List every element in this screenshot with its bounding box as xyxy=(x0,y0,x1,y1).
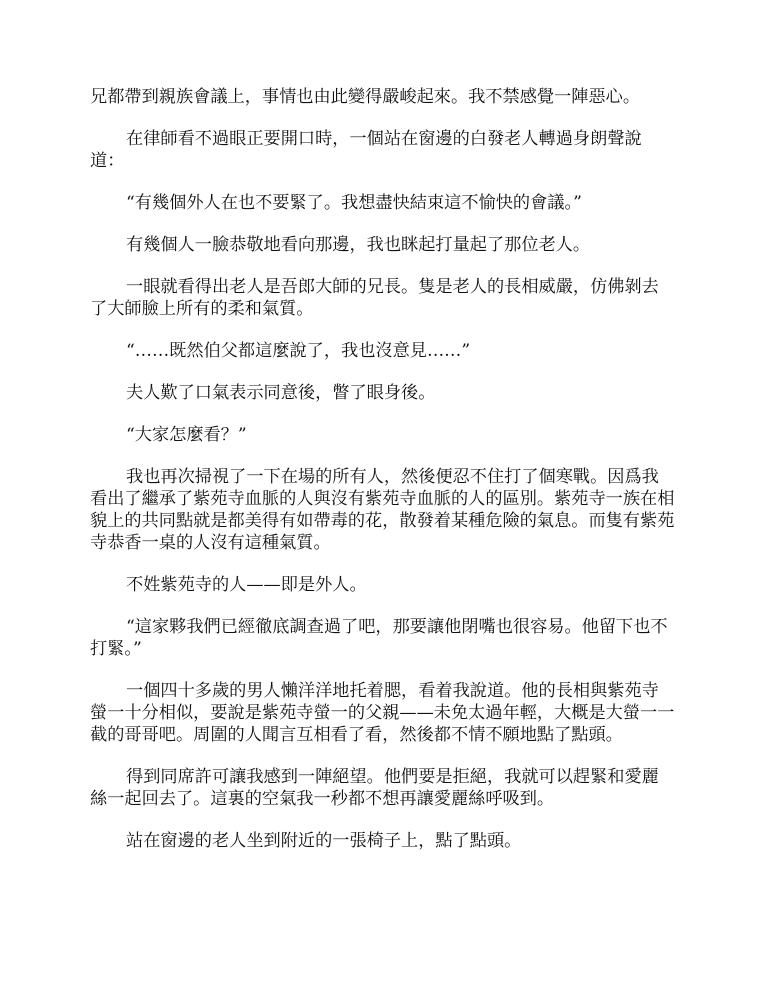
paragraph-3: “有幾個外人在也不要緊了。我想盡快結束這不愉快的會議。” xyxy=(126,193,582,213)
paragraph-9: 我也再次掃視了一下在場的所有人，然後便忍不住打了個寒戰。因爲我看出了繼承了紫苑寺血脈的人與沒有紫苑寺血脈的人的區別。紫苑寺一族在相貌上的共同點就是都美得有如帶毒的花，散發着某種危險的氣息。而隻有紫苑寺恭香一桌的人沒有這種氣質。 xyxy=(90,467,675,553)
paragraph-12: 一個四十多歲的男人懶洋洋地托着腮，看着我說道。他的長相與紫苑寺螢一十分相似，要說是紫苑寺螢一的父親——未免太過年輕，大概是大螢一一截的哥哥吧。周圍的人聞言互相看了看，然後都不情不願地點了點頭。 xyxy=(90,681,675,745)
body-text xyxy=(90,86,675,872)
paragraph-11: “這家夥我們已經徹底調查過了吧，那要讓他閉嘴也很容易。他留下也不打緊。” xyxy=(90,617,668,659)
paragraph-7: 夫人歎了口氣表示同意後，瞥了眼身後。 xyxy=(126,383,436,403)
paragraph-1: 兄都帶到親族會議上，事情也由此變得嚴峻起來。我不禁感覺一陣惡心。 xyxy=(90,87,641,107)
paragraph-4: 有幾個人一臉恭敬地看向那邊，我也眯起打量起了那位老人。 xyxy=(126,235,591,255)
paragraph-10: 不姓紫苑寺的人——即是外人。 xyxy=(126,575,367,595)
paragraph-14: 站在窗邊的老人坐到附近的一張椅子上，點了點頭。 xyxy=(126,831,522,851)
paragraph-6: “……既然伯父都這麼說了，我也沒意見……” xyxy=(126,341,471,361)
paragraph-8: “大家怎麼看？” xyxy=(126,425,247,445)
paragraph-13: 得到同席許可讓我感到一陣絕望。他們要是拒絕，我就可以趕緊和愛麗絲一起回去了。這裏的空氣我一秒都不想再讓愛麗絲呼吸到。 xyxy=(90,767,659,809)
paragraph-5: 一眼就看得出老人是吾郎大師的兄長。隻是老人的長相威嚴，仿佛剝去了大師臉上所有的柔和氣質。 xyxy=(90,277,659,319)
paragraph-2: 在律師看不過眼正要開口時，一個站在窗邊的白發老人轉過身朗聲說道： xyxy=(90,129,642,171)
